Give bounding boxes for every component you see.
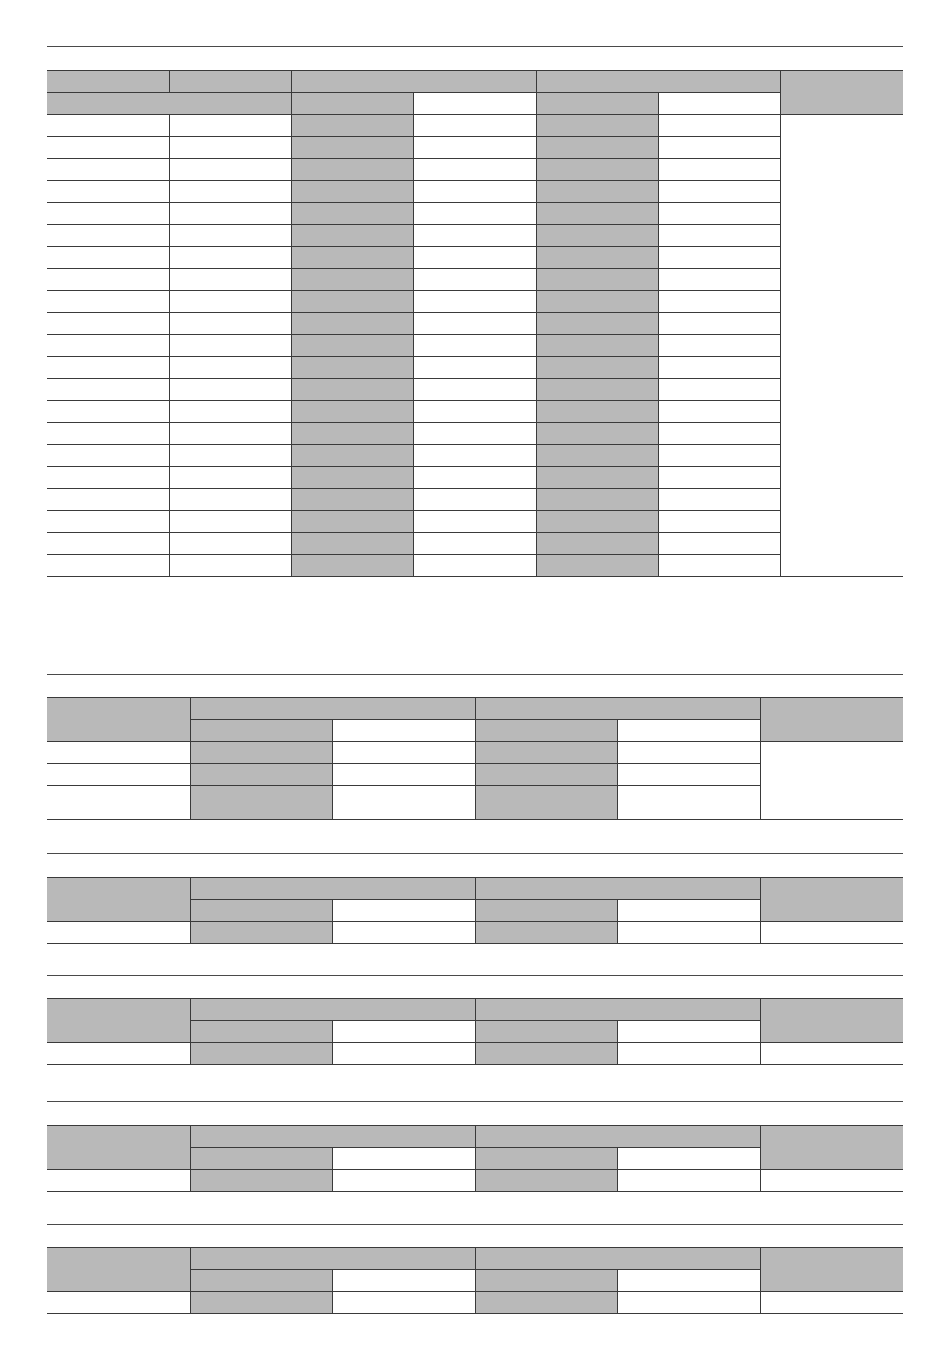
table-cell — [475, 764, 617, 786]
header-cell — [658, 93, 780, 115]
table-cell — [413, 137, 536, 159]
table-row — [47, 181, 903, 203]
table-cell — [658, 511, 780, 533]
header-cell — [760, 878, 903, 922]
header-cell — [475, 878, 760, 900]
table-cell — [475, 1043, 617, 1065]
table-cell — [760, 742, 903, 820]
table-cell — [47, 225, 169, 247]
header-cell — [475, 900, 617, 922]
table-cell — [475, 922, 617, 944]
table-cell — [658, 423, 780, 445]
header-cell — [475, 999, 760, 1021]
table-cell — [169, 181, 291, 203]
sub-table-1 — [47, 697, 903, 820]
table-cell — [413, 445, 536, 467]
table-cell — [47, 764, 190, 786]
table-cell — [658, 247, 780, 269]
sub-table-2 — [47, 877, 903, 944]
table-cell — [169, 379, 291, 401]
table-cell — [291, 379, 413, 401]
section-rule — [47, 1101, 903, 1102]
header-cell — [536, 93, 658, 115]
table-cell — [47, 511, 169, 533]
header-cell — [190, 1126, 475, 1148]
table-cell — [47, 401, 169, 423]
table-cell — [413, 247, 536, 269]
header-cell — [332, 1148, 475, 1170]
table-row — [47, 401, 903, 423]
header-cell — [617, 900, 760, 922]
table-row — [47, 225, 903, 247]
table-cell — [658, 335, 780, 357]
sub-table-3 — [47, 998, 903, 1065]
header-cell — [475, 1248, 760, 1270]
table-cell — [413, 159, 536, 181]
table-cell — [658, 137, 780, 159]
table-cell — [760, 1170, 903, 1192]
table-cell — [658, 225, 780, 247]
table-cell — [47, 555, 169, 577]
header-row — [47, 878, 903, 900]
header-cell — [536, 71, 780, 93]
table-cell — [291, 203, 413, 225]
table-cell — [617, 786, 760, 820]
table-cell — [169, 401, 291, 423]
table-cell — [536, 203, 658, 225]
table-cell — [413, 203, 536, 225]
table-cell — [169, 137, 291, 159]
table-cell — [413, 423, 536, 445]
table-cell — [332, 1170, 475, 1192]
table-cell — [291, 489, 413, 511]
header-cell — [617, 1021, 760, 1043]
table-cell — [47, 269, 169, 291]
header-cell — [47, 93, 291, 115]
header-cell — [475, 1021, 617, 1043]
table-cell — [169, 467, 291, 489]
table-cell — [47, 786, 190, 820]
table-row — [47, 203, 903, 225]
table-cell — [47, 533, 169, 555]
sub-table-body — [47, 878, 903, 944]
table-cell — [658, 269, 780, 291]
table-cell — [617, 1043, 760, 1065]
table-cell — [47, 357, 169, 379]
header-cell — [47, 698, 190, 742]
table-cell — [658, 203, 780, 225]
table-cell — [536, 555, 658, 577]
table-row — [47, 1043, 903, 1065]
header-cell — [332, 1021, 475, 1043]
table-cell — [47, 1170, 190, 1192]
header-cell — [617, 1148, 760, 1170]
table-cell — [169, 115, 291, 137]
table-cell — [658, 533, 780, 555]
table-cell — [291, 269, 413, 291]
table-cell — [617, 742, 760, 764]
header-cell — [190, 1148, 332, 1170]
table-cell — [47, 922, 190, 944]
header-cell — [332, 720, 475, 742]
table-cell — [658, 115, 780, 137]
table-row — [47, 489, 903, 511]
table-cell — [780, 115, 903, 577]
sub-table-5 — [47, 1247, 903, 1314]
table-cell — [413, 511, 536, 533]
table-cell — [169, 357, 291, 379]
table-cell — [291, 247, 413, 269]
header-cell — [47, 999, 190, 1043]
table-cell — [658, 401, 780, 423]
table-cell — [617, 1170, 760, 1192]
table-cell — [47, 335, 169, 357]
table-cell — [536, 423, 658, 445]
table-cell — [536, 511, 658, 533]
table-cell — [536, 357, 658, 379]
table-cell — [291, 555, 413, 577]
table-cell — [169, 511, 291, 533]
table-row — [47, 1292, 903, 1314]
table-cell — [47, 181, 169, 203]
table-cell — [169, 313, 291, 335]
table-cell — [169, 225, 291, 247]
table-row — [47, 159, 903, 181]
table-cell — [291, 401, 413, 423]
table-cell — [413, 115, 536, 137]
table-cell — [190, 1292, 332, 1314]
table-row — [47, 922, 903, 944]
table-cell — [169, 423, 291, 445]
section-rule — [47, 674, 903, 675]
sub-table-4 — [47, 1125, 903, 1192]
table-cell — [169, 555, 291, 577]
table-cell — [413, 401, 536, 423]
header-cell — [47, 1126, 190, 1170]
table-cell — [536, 401, 658, 423]
table-cell — [658, 445, 780, 467]
table-cell — [658, 357, 780, 379]
table-cell — [658, 181, 780, 203]
table-cell — [536, 181, 658, 203]
table-cell — [190, 764, 332, 786]
table-cell — [536, 137, 658, 159]
table-cell — [332, 742, 475, 764]
table-cell — [536, 225, 658, 247]
table-cell — [760, 1292, 903, 1314]
sub-table-body — [47, 999, 903, 1065]
sub-table-body — [47, 1248, 903, 1314]
header-cell — [475, 698, 760, 720]
table-cell — [47, 291, 169, 313]
table-cell — [536, 467, 658, 489]
section-rule — [47, 975, 903, 976]
table-cell — [475, 1292, 617, 1314]
table-cell — [536, 379, 658, 401]
header-cell — [760, 1126, 903, 1170]
table-cell — [190, 922, 332, 944]
table-cell — [413, 379, 536, 401]
table-cell — [291, 423, 413, 445]
table-cell — [291, 533, 413, 555]
header-cell — [475, 1270, 617, 1292]
header-cell — [617, 1270, 760, 1292]
header-row — [47, 71, 903, 93]
table-cell — [47, 203, 169, 225]
table-cell — [413, 489, 536, 511]
section-rule — [47, 46, 903, 47]
table-row — [47, 445, 903, 467]
table-row — [47, 137, 903, 159]
table-cell — [169, 489, 291, 511]
header-cell — [190, 900, 332, 922]
header-row — [47, 1248, 903, 1270]
header-cell — [47, 71, 169, 93]
table-cell — [536, 533, 658, 555]
table-cell — [291, 115, 413, 137]
header-cell — [617, 720, 760, 742]
header-cell — [332, 1270, 475, 1292]
table-cell — [169, 269, 291, 291]
table-row — [47, 533, 903, 555]
table-cell — [413, 555, 536, 577]
header-row — [47, 999, 903, 1021]
table-cell — [190, 1043, 332, 1065]
table-cell — [536, 247, 658, 269]
table-cell — [47, 137, 169, 159]
header-cell — [291, 71, 536, 93]
table-cell — [413, 357, 536, 379]
table-cell — [47, 379, 169, 401]
table-cell — [47, 313, 169, 335]
sub-table-body — [47, 698, 903, 820]
table-cell — [475, 786, 617, 820]
table-cell — [47, 1043, 190, 1065]
table-cell — [332, 786, 475, 820]
table-cell — [291, 137, 413, 159]
table-cell — [536, 313, 658, 335]
table-cell — [291, 313, 413, 335]
table-cell — [658, 489, 780, 511]
table-cell — [536, 445, 658, 467]
header-cell — [760, 999, 903, 1043]
table-cell — [169, 533, 291, 555]
table-row — [47, 313, 903, 335]
header-row — [47, 1126, 903, 1148]
header-cell — [475, 720, 617, 742]
table-row — [47, 357, 903, 379]
table-cell — [169, 335, 291, 357]
table-cell — [658, 291, 780, 313]
table-cell — [47, 423, 169, 445]
table-cell — [658, 313, 780, 335]
sub-table-body — [47, 1126, 903, 1192]
table-cell — [190, 1170, 332, 1192]
table-cell — [332, 922, 475, 944]
table-row — [47, 291, 903, 313]
table-cell — [190, 786, 332, 820]
table-cell — [536, 159, 658, 181]
table-cell — [658, 467, 780, 489]
table-cell — [169, 159, 291, 181]
table-cell — [291, 181, 413, 203]
table-cell — [658, 379, 780, 401]
header-cell — [47, 878, 190, 922]
header-cell — [332, 900, 475, 922]
header-cell — [760, 698, 903, 742]
table-cell — [760, 1043, 903, 1065]
table-cell — [332, 1043, 475, 1065]
table-cell — [617, 1292, 760, 1314]
table-cell — [536, 269, 658, 291]
table-cell — [413, 533, 536, 555]
header-cell — [291, 93, 413, 115]
header-cell — [190, 1248, 475, 1270]
table-cell — [536, 115, 658, 137]
table-cell — [291, 445, 413, 467]
table-cell — [47, 115, 169, 137]
table-cell — [617, 764, 760, 786]
header-cell — [760, 1248, 903, 1292]
table-row — [47, 742, 903, 764]
table-cell — [413, 313, 536, 335]
table-cell — [47, 247, 169, 269]
header-cell — [190, 1270, 332, 1292]
table-cell — [617, 922, 760, 944]
table-cell — [536, 291, 658, 313]
table-cell — [47, 445, 169, 467]
header-row — [47, 698, 903, 720]
table-row — [47, 555, 903, 577]
header-cell — [169, 71, 291, 93]
table-cell — [291, 467, 413, 489]
table-cell — [413, 181, 536, 203]
table-cell — [413, 269, 536, 291]
main-table-body — [47, 71, 903, 577]
table-row — [47, 115, 903, 137]
table-cell — [475, 742, 617, 764]
table-cell — [47, 489, 169, 511]
header-cell — [190, 698, 475, 720]
table-cell — [291, 511, 413, 533]
header-cell — [475, 1126, 760, 1148]
table-cell — [413, 291, 536, 313]
section-rule — [47, 853, 903, 854]
main-table — [47, 70, 903, 577]
table-cell — [475, 1170, 617, 1192]
subheader-row — [47, 93, 903, 115]
table-cell — [169, 247, 291, 269]
table-row — [47, 247, 903, 269]
table-cell — [169, 445, 291, 467]
header-cell — [47, 1248, 190, 1292]
table-cell — [332, 1292, 475, 1314]
table-cell — [47, 742, 190, 764]
table-cell — [47, 467, 169, 489]
table-cell — [291, 357, 413, 379]
table-cell — [169, 291, 291, 313]
header-cell — [413, 93, 536, 115]
table-cell — [291, 159, 413, 181]
table-cell — [332, 764, 475, 786]
table-cell — [47, 1292, 190, 1314]
table-row — [47, 511, 903, 533]
table-row — [47, 269, 903, 291]
table-row — [47, 335, 903, 357]
header-cell — [190, 999, 475, 1021]
header-cell — [780, 71, 903, 115]
table-row — [47, 379, 903, 401]
table-cell — [413, 225, 536, 247]
table-cell — [47, 159, 169, 181]
table-cell — [169, 203, 291, 225]
table-cell — [536, 489, 658, 511]
table-row — [47, 1170, 903, 1192]
header-cell — [190, 878, 475, 900]
table-cell — [658, 159, 780, 181]
table-cell — [760, 922, 903, 944]
table-cell — [536, 335, 658, 357]
table-cell — [413, 467, 536, 489]
table-cell — [658, 555, 780, 577]
table-cell — [291, 291, 413, 313]
table-row — [47, 467, 903, 489]
table-cell — [190, 742, 332, 764]
header-cell — [190, 1021, 332, 1043]
header-cell — [190, 720, 332, 742]
section-rule — [47, 1224, 903, 1225]
table-cell — [291, 335, 413, 357]
header-cell — [475, 1148, 617, 1170]
table-cell — [291, 225, 413, 247]
table-row — [47, 423, 903, 445]
table-cell — [413, 335, 536, 357]
